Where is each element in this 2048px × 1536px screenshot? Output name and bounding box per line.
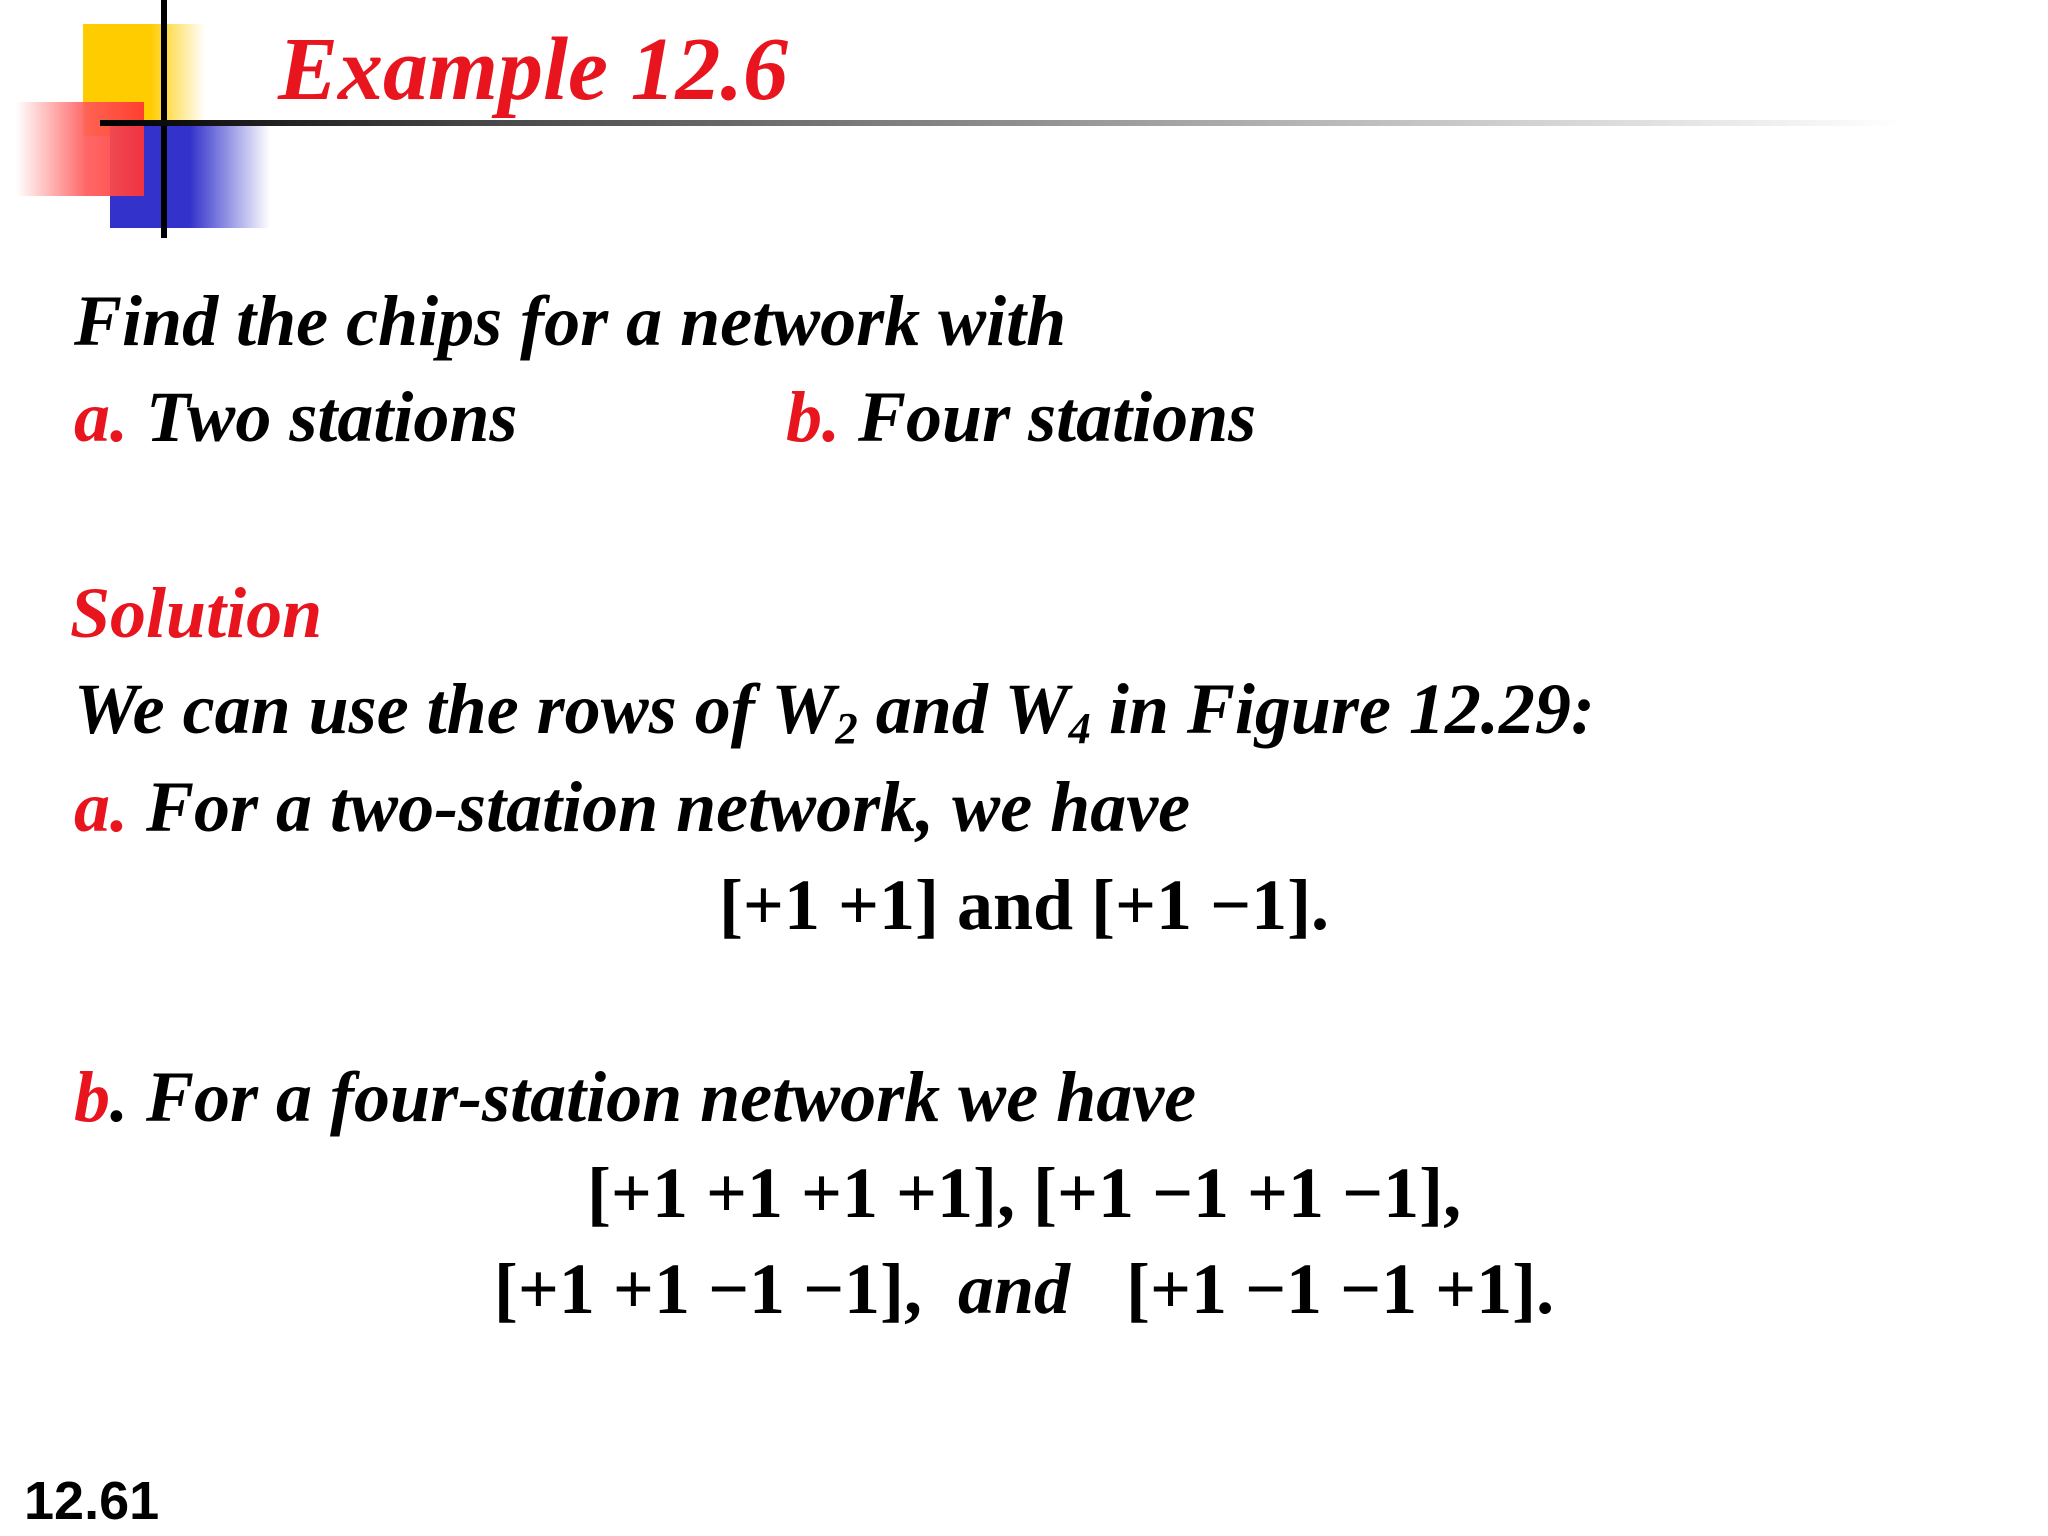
solution-b-text: . For a four-station network we have <box>110 1057 1197 1137</box>
part-a-text: Two stations <box>146 377 518 457</box>
part-a-label: a. <box>74 377 128 457</box>
logo-red-square <box>16 102 144 196</box>
solution-intro <box>74 668 1595 754</box>
part-b-label: b. <box>786 377 840 457</box>
solution-part-b <box>74 1056 1196 1139</box>
solution-b-result-line1: [+1 +1 +1 +1], [+1 −1 +1 −1], <box>586 1153 1462 1233</box>
b-result2-post: [+1 −1 −1 +1]. <box>1126 1249 1555 1329</box>
solution-heading: Solution <box>70 573 323 653</box>
b-result2-and: and <box>957 1249 1071 1329</box>
solution-a-result: [+1 +1] and [+1 −1]. <box>718 865 1330 945</box>
solution-a-text: For a two-station network, we have <box>146 767 1191 847</box>
problem-intro-text: Find the chips for a network with <box>74 281 1067 361</box>
solution-a-label: a. <box>74 767 128 847</box>
slide-title: Example 12.6 <box>278 20 788 119</box>
problem-intro <box>74 280 1066 363</box>
solution-part-a <box>74 766 1190 849</box>
problem-part-b <box>786 376 1256 459</box>
w4-subscript: 4 <box>1068 702 1091 753</box>
solution-intro-mid: and W <box>857 669 1069 749</box>
solution-intro-pre: We can use the rows of W <box>74 669 836 749</box>
logo-vertical-line <box>161 0 167 238</box>
solution-b-result-line2 <box>0 1248 2048 1331</box>
problem-part-a <box>74 376 517 459</box>
w2-subscript: 2 <box>835 702 858 753</box>
b-result2-pre: [+1 +1 −1 −1], <box>493 1249 922 1329</box>
page-number: 12.61 <box>24 1471 160 1531</box>
solution-b-label: b <box>74 1057 110 1137</box>
solution-intro-post: in Figure 12.29: <box>1090 669 1595 749</box>
part-b-text: Four stations <box>858 377 1257 457</box>
